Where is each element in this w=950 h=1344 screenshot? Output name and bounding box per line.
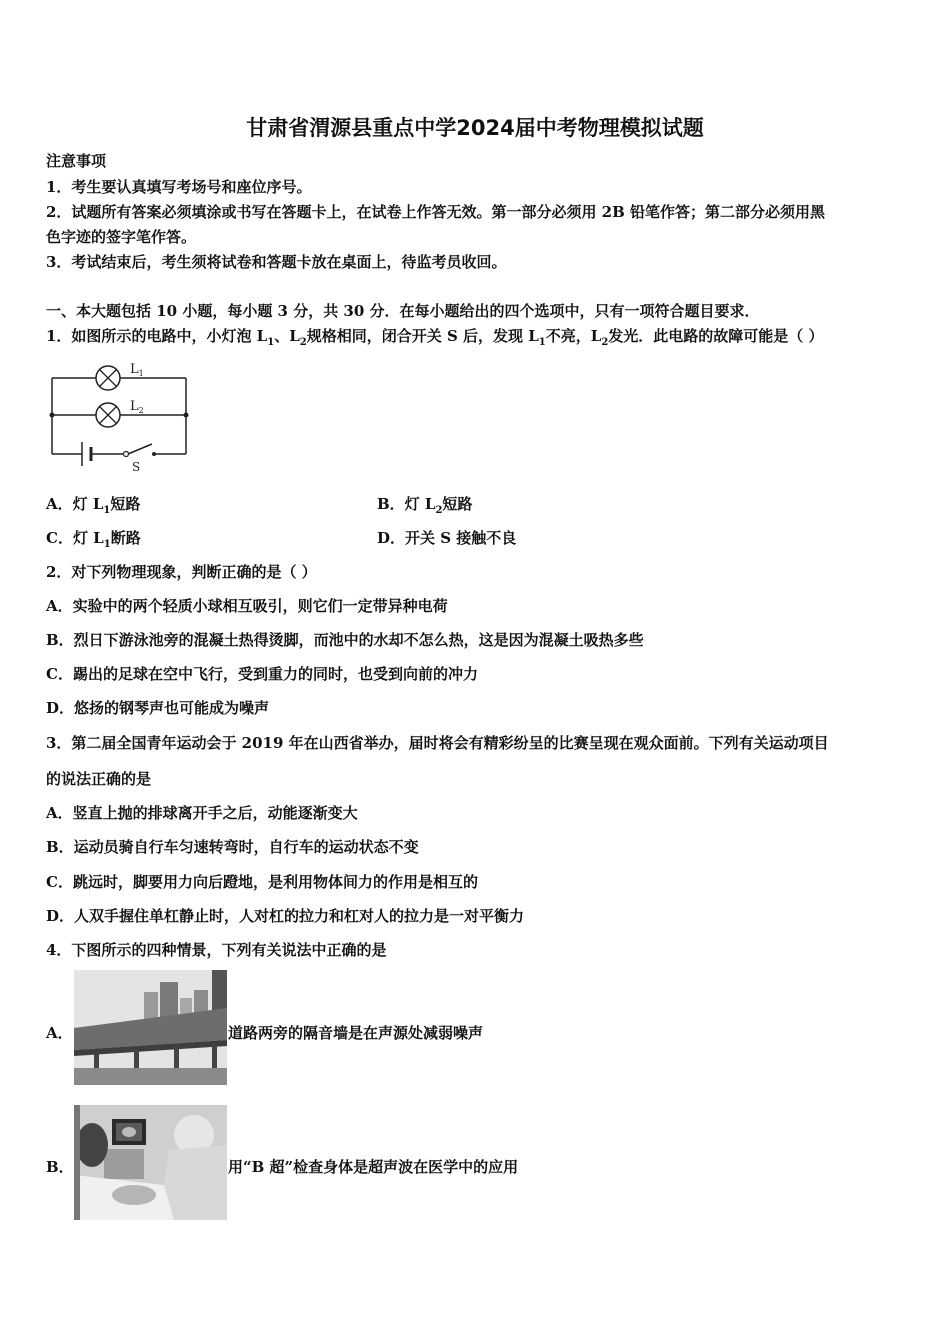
stem-part: 发光．此电路的故障可能是（ ） — [608, 327, 824, 345]
section-heading: 一、本大题包括 10 小题，每小题 3 分，共 30 分．在每小题给出的四个选项中，只有一项符合题目要求． — [46, 302, 760, 320]
option-text: 短路 — [110, 495, 141, 513]
question-3-stem-cont: 的说法正确的是 — [46, 770, 152, 788]
option-a-label: A． — [46, 1024, 73, 1042]
lamp-l1-icon — [96, 366, 120, 390]
switch-icon — [124, 452, 157, 457]
option-b: B．运动员骑自行车匀速转弯时，自行车的运动状态不变 — [46, 838, 419, 856]
option-b: B．烈日下游泳池旁的混凝土热得烫脚，而池中的水却不怎么热，这是因为混凝土吸热多些 — [46, 631, 644, 649]
l1-label: $L_1$ — [130, 362, 144, 378]
option-a — [46, 494, 140, 521]
notice-item: 1．考生要认真填写考场号和座位序号。 — [46, 178, 312, 196]
notice-heading: 注意事项 — [46, 152, 107, 170]
subscript: 1 — [103, 505, 111, 516]
option-d: D．悠扬的钢琴声也可能成为噪声 — [46, 699, 270, 717]
page-title: 甘肃省渭源县重点中学2024届中考物理模拟试题 — [246, 116, 704, 140]
subscript: 2 — [601, 337, 609, 348]
subscript: 1 — [267, 337, 275, 348]
lamp-l2-icon — [96, 403, 120, 427]
option-a: A．竖直上抛的排球离开手之后，动能逐渐变大 — [46, 804, 358, 822]
option-text: B．灯 L — [377, 495, 436, 513]
option-c: C．踢出的足球在空中飞行，受到重力的同时，也受到向前的冲力 — [46, 665, 478, 683]
option-b — [377, 494, 472, 521]
option-d — [377, 528, 516, 548]
l2-label: $L_2$ — [130, 399, 144, 415]
notice-item: 色字迹的签字笔作答。 — [46, 228, 197, 246]
question-1-stem — [46, 326, 824, 353]
option-a-text: 道路两旁的隔音墙是在声源处减弱噪声 — [228, 1024, 484, 1042]
switch-label: S — [132, 460, 141, 474]
stem-part: 、L — [274, 327, 300, 345]
b-ultrasound-photo — [74, 1105, 227, 1220]
notice-item: 3．考试结束后，考生须将试卷和答题卡放在桌面上，待监考员收回。 — [46, 253, 507, 271]
stem-part: 1．如图所示的电路中，小灯泡 L — [46, 327, 268, 345]
question-4-stem: 4．下图所示的四种情景，下列有关说法中正确的是 — [46, 941, 387, 959]
circuit-diagram — [44, 354, 204, 474]
option-c: C．跳远时，脚要用力向后蹬地，是利用物体间力的作用是相互的 — [46, 873, 478, 891]
noise-barrier-photo — [74, 970, 227, 1085]
option-text: D．开关 S 接触不良 — [377, 529, 517, 547]
question-2-stem: 2．对下列物理现象，判断正确的是（ ） — [46, 563, 317, 581]
question-3-stem: 3．第二届全国青年运动会于 2019 年在山西省举办，届时将会有精彩纷呈的比赛呈现在观众面前。下列有关运动项目 — [46, 734, 829, 752]
notice-item: 2．试题所有答案必须填涂或书写在答题卡上，在试卷上作答无效。第一部分必须用 2B 铅笔作答；第二部分必须用黑 — [46, 203, 826, 221]
option-text: 短路 — [442, 495, 473, 513]
option-b-label: B． — [46, 1158, 74, 1176]
battery-icon — [82, 442, 91, 466]
option-text: 断路 — [110, 529, 141, 547]
stem-part: 规格相同，闭合开关 S 后，发现 L — [306, 327, 539, 345]
option-b-text: 用“B 超”检查身体是超声波在医学中的应用 — [228, 1158, 519, 1176]
stem-part: 不亮，L — [545, 327, 602, 345]
option-text: A．灯 L — [46, 495, 104, 513]
option-text: C．灯 L — [46, 529, 104, 547]
option-d: D．人双手握住单杠静止时，人对杠的拉力和杠对人的拉力是一对平衡力 — [46, 907, 525, 925]
option-a: A．实验中的两个轻质小球相互吸引，则它们一定带异种电荷 — [46, 597, 448, 615]
subscript: 1 — [103, 539, 111, 550]
subscript: 2 — [299, 337, 307, 348]
subscript: 2 — [435, 505, 443, 516]
option-c — [46, 528, 141, 555]
subscript: 1 — [538, 337, 546, 348]
